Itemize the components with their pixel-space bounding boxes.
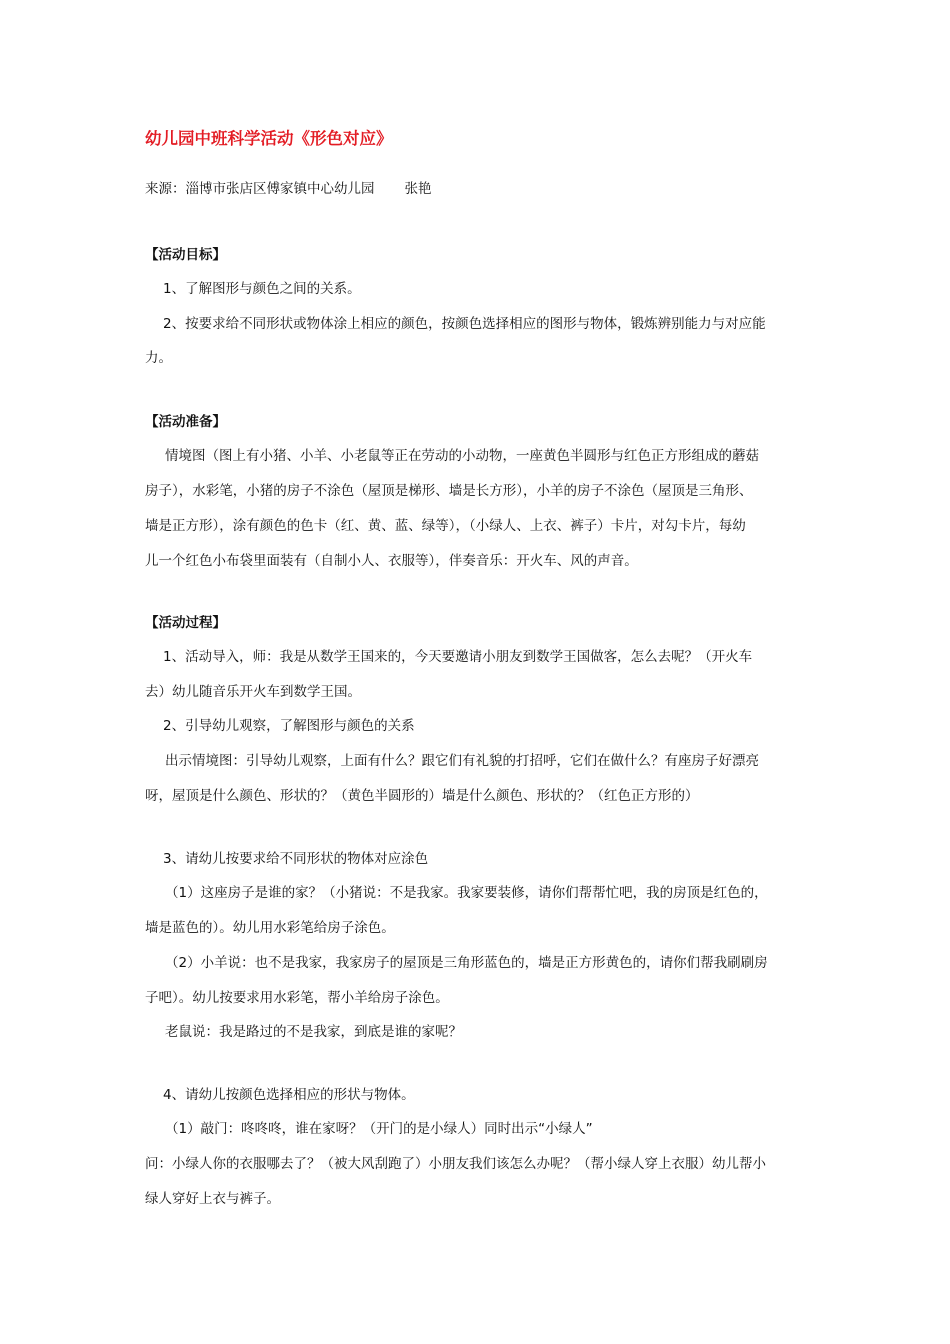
process-step-2-detail: 出示情境图：引导幼儿观察，上面有什么？跟它们有礼貌的打招呼，它们在做什么？有座房子好漂亮	[165, 753, 759, 769]
doc-title: 幼儿园中班科学活动《形色对应》	[145, 129, 393, 148]
goal-item-1: 1、了解图形与颜色之间的关系。	[163, 281, 361, 297]
goal-item-2-cont: 力。	[145, 350, 172, 366]
process-step-3: 3、请幼儿按要求给不同形状的物体对应涂色	[163, 851, 429, 867]
process-step-1-cont: 去）幼儿随音乐开火车到数学王国。	[145, 684, 361, 700]
process-step-3-sub-1: （1）这座房子是谁的家？（小猪说：不是我家。我家要装修，请你们帮帮忙吧，我的房顶是红色的，	[165, 885, 768, 901]
prep-line-2: 房子），水彩笔，小猪的房子不涂色（屋顶是梯形、墙是长方形），小羊的房子不涂色（屋顶是三角形、	[145, 483, 753, 499]
prep-line-1: 情境图（图上有小猪、小羊、小老鼠等正在劳动的小动物，一座黄色半圆形与红色正方形组成的蘑菇	[165, 448, 759, 464]
process-step-4-sub-1: （1）敲门：咚咚咚，谁在家呀？（开门的是小绿人）同时出示“小绿人”	[165, 1121, 593, 1137]
prep-line-4: 儿一个红色小布袋里面装有（自制小人、衣服等），伴奏音乐：开火车、风的声音。	[145, 553, 638, 569]
source-label: 来源：淄博市张店区傅家镇中心幼儿园	[145, 181, 375, 197]
process-step-3-sub-3: 老鼠说：我是路过的不是我家，到底是谁的家呢？	[165, 1024, 462, 1040]
process-step-3-sub-2-cont: 子吧）。幼儿按要求用水彩笔，帮小羊给房子涂色。	[145, 990, 449, 1006]
section-heading-goals: 【活动目标】	[145, 247, 226, 263]
author-name: 张艳	[404, 181, 432, 197]
goal-item-2: 2、按要求给不同形状或物体涂上相应的颜色，按颜色选择相应的图形与物体，锻炼辨别能力与对应能	[163, 316, 766, 332]
process-step-4-question-cont: 绿人穿好上衣与裤子。	[145, 1191, 280, 1207]
process-step-2-detail-cont: 呀，屋顶是什么颜色、形状的？（黄色半圆形的）墙是什么颜色、形状的？（红色正方形的）	[145, 788, 699, 804]
prep-line-3: 墙是正方形），涂有颜色的色卡（红、黄、蓝、绿等），（小绿人、上衣、裤子）卡片，对勾卡片，每幼	[145, 518, 746, 534]
section-heading-preparation: 【活动准备】	[145, 414, 226, 430]
process-step-4-question: 问：小绿人你的衣服哪去了？（被大风刮跑了）小朋友我们该怎么办呢？（帮小绿人穿上衣服）幼儿帮小	[145, 1156, 766, 1172]
process-step-2: 2、引导幼儿观察，了解图形与颜色的关系	[163, 718, 415, 734]
section-heading-process: 【活动过程】	[145, 615, 226, 631]
doc-source	[145, 177, 432, 197]
process-step-3-sub-1-cont: 墙是蓝色的）。幼儿用水彩笔给房子涂色。	[145, 920, 395, 936]
process-step-1: 1、活动导入，师：我是从数学王国来的，今天要邀请小朋友到数学王国做客，怎么去呢？（开火车	[163, 649, 753, 665]
process-step-4: 4、请幼儿按颜色选择相应的形状与物体。	[163, 1087, 415, 1103]
process-step-3-sub-2: （2）小羊说：也不是我家，我家房子的屋顶是三角形蓝色的，墙是正方形黄色的，请你们帮我刷刷房	[165, 955, 768, 971]
